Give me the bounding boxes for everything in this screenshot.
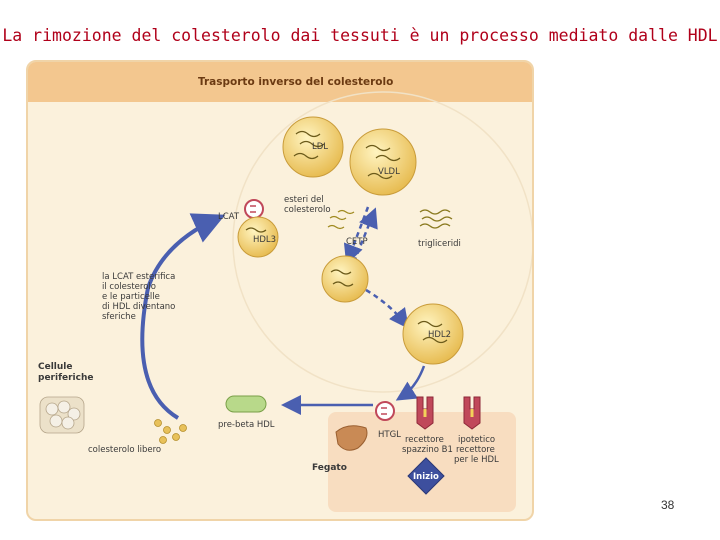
recettore-label-1: recettore bbox=[405, 435, 444, 445]
ldl-label: LDL bbox=[312, 142, 329, 152]
hdl3-label: HDL3 bbox=[253, 235, 277, 245]
lcat-note-line-3: e le particelle bbox=[102, 292, 160, 302]
reverse-cholesterol-transport-figure bbox=[26, 60, 534, 521]
vldl-label: VLDL bbox=[378, 167, 400, 177]
figure-title: Trasporto inverso del colesterolo bbox=[198, 76, 394, 88]
ipotetico-label-2: recettore bbox=[456, 445, 495, 455]
middle-hdl-particle bbox=[322, 256, 368, 302]
free-cholesterol-dots bbox=[155, 420, 187, 444]
slide-title: La rimozione del colesterolo dai tessuti è un processo mediato dalle HDL bbox=[2, 26, 718, 45]
hypothetical-hdl-receptor-icon bbox=[464, 397, 480, 429]
esteri-label-2: colesterolo bbox=[284, 205, 331, 215]
ipotetico-label-3: per le HDL bbox=[454, 455, 499, 465]
trigliceridi-label: trigliceridi bbox=[418, 239, 461, 249]
peripheral-cells-icon bbox=[40, 397, 84, 433]
cellule-label-2: periferiche bbox=[38, 373, 94, 383]
lcat-enzyme-icon bbox=[245, 200, 263, 218]
htgl-enzyme-icon bbox=[376, 402, 394, 420]
lcat-label: LCAT bbox=[218, 212, 240, 222]
htgl-label: HTGL bbox=[378, 430, 401, 440]
lcat-note-line-4: di HDL diventano bbox=[102, 302, 176, 312]
lcat-note-line-2: il colesterolo bbox=[102, 282, 156, 292]
cellule-label-1: Cellule bbox=[38, 362, 73, 372]
vldl-particle bbox=[350, 129, 416, 195]
ipotetico-label-1: ipotetico bbox=[458, 435, 496, 445]
colesterolo-libero-label: colesterolo libero bbox=[88, 445, 162, 455]
lcat-note-line-5: sferiche bbox=[102, 312, 136, 322]
hdl2-label: HDL2 bbox=[428, 330, 452, 340]
prebeta-label: pre-beta HDL bbox=[218, 420, 275, 430]
inizio-label: Inizio bbox=[413, 472, 439, 482]
fegato-label: Fegato bbox=[312, 463, 347, 473]
page-number: 38 bbox=[661, 498, 675, 512]
cetp-label: CETP bbox=[346, 237, 368, 247]
scavenger-receptor-b1-icon bbox=[417, 397, 433, 429]
cholesterol-ester-molecules bbox=[328, 211, 354, 229]
triglyceride-molecules bbox=[420, 210, 452, 228]
recettore-label-2: spazzino B1 bbox=[402, 445, 453, 455]
lcat-note-line-1: la LCAT esterifica bbox=[102, 272, 176, 282]
pre-beta-hdl-particle bbox=[226, 396, 266, 412]
esteri-label-1: esteri del bbox=[284, 195, 324, 205]
